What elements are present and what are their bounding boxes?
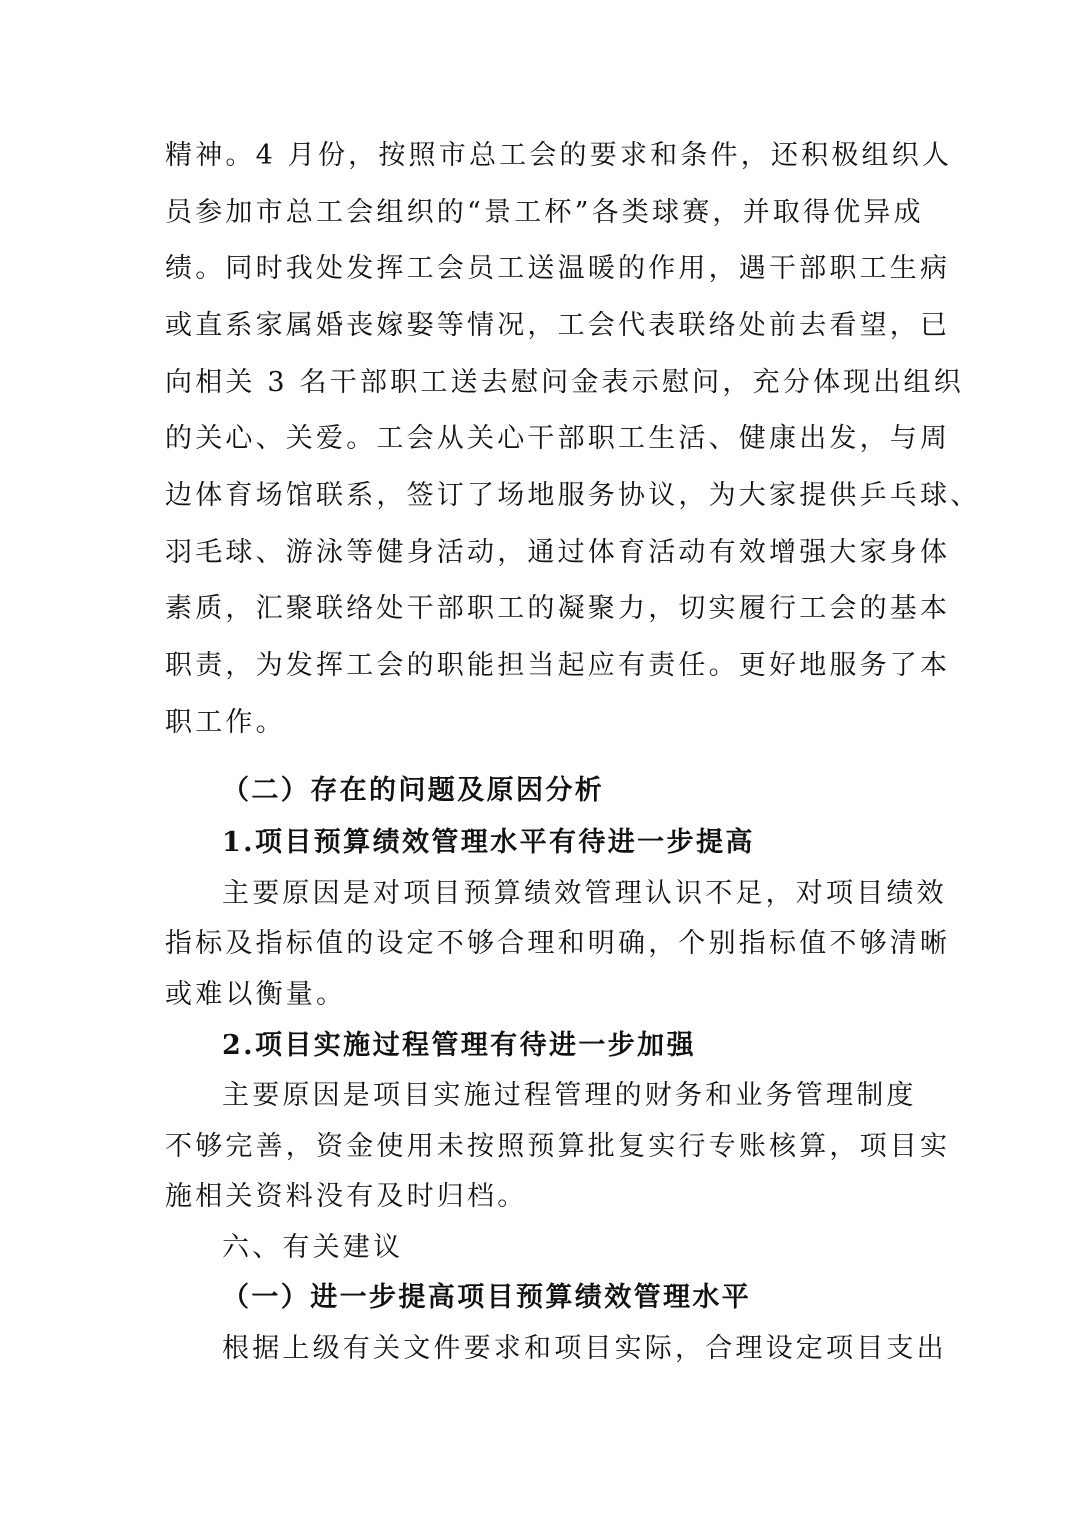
body-text-line: 精神。4 月份，按照市总工会的要求和条件，还积极组织人 [165,140,953,171]
body-text-line: 羽毛球、游泳等健身活动，通过体育活动有效增强大家身体 [165,537,951,568]
body-text-line: 职责，为发挥工会的职能担当起应有责任。更好地服务了本 [165,650,951,681]
subsection-heading: （一）进一步提高项目预算绩效管理水平 [222,1282,752,1313]
body-text-line: 员参加市总工会组织的“景工杯”各类球赛，并取得优异成 [165,197,924,228]
body-text-line: 绩。同时我处发挥工会员工送温暖的作用，遇干部职工生病 [165,253,951,284]
body-text-line: 施相关资料没有及时归档。 [165,1181,528,1212]
body-text-line: 职工作。 [165,707,286,738]
body-text-line: 指标及指标值的设定不够合理和明确，个别指标值不够清晰 [165,928,951,959]
body-text-line: 的关心、关爱。工会从关心干部职工生活、健康出发，与周 [165,423,951,454]
body-text-line: 边体育场馆联系，签订了场地服务协议，为大家提供乒乓球、 [165,480,981,511]
section-heading: 六、有关建议 [222,1232,404,1263]
subsection-heading: 1.项目预算绩效管理水平有待进一步提高 [222,827,755,858]
subsection-heading: 2.项目实施过程管理有待进一步加强 [222,1030,696,1061]
body-text-line: 不够完善，资金使用未按照预算批复实行专账核算，项目实 [165,1131,951,1162]
body-text-line: 根据上级有关文件要求和项目实际，合理设定项目支出 [222,1333,947,1364]
body-text-line: 素质，汇聚联络处干部职工的凝聚力，切实履行工会的基本 [165,593,951,624]
body-text-line: 主要原因是对项目预算绩效管理认识不足，对项目绩效 [222,878,947,909]
section-heading: （二）存在的问题及原因分析 [222,775,605,806]
body-text-line: 主要原因是项目实施过程管理的财务和业务管理制度 [222,1080,917,1111]
body-text-line: 向相关 3 名干部职工送去慰问金表示慰问，充分体现出组织 [165,367,964,398]
body-text-line: 或难以衡量。 [165,979,347,1010]
body-text-line: 或直系家属婚丧嫁娶等情况，工会代表联络处前去看望，已 [165,310,951,341]
